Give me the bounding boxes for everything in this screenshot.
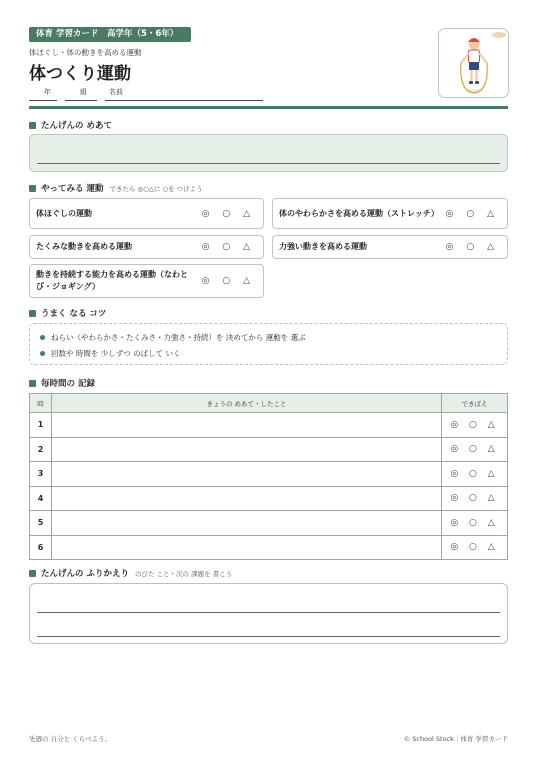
reflection-section-note: のびた こと・次の 課題を 書こう [134,569,233,578]
goal-cell[interactable] [52,462,442,487]
rating-marks[interactable]: ◎ ○ △ [445,208,499,219]
activity-card [29,235,264,259]
goal-cell[interactable] [52,535,442,560]
table-row [30,535,508,560]
year-field[interactable] [29,86,57,101]
bullet-icon [40,351,45,356]
try-section-heading [29,182,203,194]
tips-section-heading [29,307,106,319]
section-marker-icon [29,380,36,387]
record-section-label: 毎時間の 記録 [41,379,95,389]
reflection-writing-line [37,636,500,637]
activity-label: 体のやわらかさを高める運動（ストレッチ） [279,208,439,218]
table-row [30,413,508,438]
reflection-input-box[interactable] [29,583,508,644]
tip-item [40,332,306,343]
record-section-heading [29,377,95,389]
name-field[interactable] [105,86,263,101]
result-marks[interactable]: ◎ ○ △ [442,437,508,462]
lesson-number: 5 [30,511,52,536]
reflection-writing-line [37,612,500,613]
class-field[interactable] [65,86,97,101]
tip-text: 回数や 時間を 少しずつ のばして いく [51,349,181,358]
rating-marks[interactable]: ◎ ○ △ [201,242,255,252]
section-marker-icon [29,185,36,192]
rating-marks[interactable]: ◎ ○ △ [201,276,255,286]
tips-section-label: うまく なる コツ [41,309,107,319]
tips-box [29,323,508,365]
name-label: 名前 [109,88,123,96]
reflection-section-label: たんげんの ふりかえり [41,569,129,579]
goal-section-heading [29,119,112,131]
footer-credit: © School Stock｜体育 学習カード [403,735,508,743]
record-table [29,393,508,560]
column-header-goal: きょうの めあて・したこと [52,394,442,413]
section-marker-icon [29,122,36,129]
activity-label: 動きを持続する能力を高める運動（なわとび・ジョギング） [36,270,188,291]
footer-message: 先週の 自分と くらべよう。 [29,735,112,743]
bullet-icon [40,335,45,340]
tip-text: ねらい（やわらかさ・たくみさ・力強さ・持続）を 決めてから 運動を 選ぶ [51,333,306,342]
result-marks[interactable]: ◎ ○ △ [442,511,508,536]
try-section-label: やってみる 運動 [41,184,104,194]
table-header-row [30,394,508,413]
goal-cell[interactable] [52,437,442,462]
section-marker-icon [29,570,36,577]
result-marks[interactable]: ◎ ○ △ [442,462,508,487]
table-row [30,462,508,487]
table-row [30,486,508,511]
activity-label: たくみな動きを高める運動 [36,242,132,251]
activity-card [272,235,508,259]
page-subtitle: 体ほぐし・体の動きを高める運動 [29,48,142,57]
class-label: 組 [80,88,87,96]
reflection-section-heading [29,567,232,579]
lesson-number: 3 [30,462,52,487]
name-fields [29,86,263,101]
rating-marks[interactable]: ◎ ○ △ [201,208,255,219]
lesson-number: 6 [30,535,52,560]
result-marks[interactable]: ◎ ○ △ [442,486,508,511]
try-section-note: できたら ◎○△に ○を つけよう [109,184,203,193]
goal-cell[interactable] [52,511,442,536]
activity-card [29,198,264,229]
page-title: 体つくり運動 [29,64,131,84]
column-header-lesson: 時 [30,394,52,413]
activity-label: 体ほぐしの運動 [36,208,92,218]
rating-marks[interactable]: ◎ ○ △ [445,242,499,252]
lesson-number: 4 [30,486,52,511]
goal-cell[interactable] [52,413,442,438]
result-marks[interactable]: ◎ ○ △ [442,535,508,560]
activity-label: 力強い動きを高める運動 [279,242,367,251]
goal-writing-line [37,163,500,164]
tip-item [40,348,181,359]
goal-cell[interactable] [52,486,442,511]
header-divider [29,106,508,109]
grade-badge: 体育 学習カード 高学年（5・6年） [29,27,191,42]
activity-card [29,264,264,298]
section-marker-icon [29,310,36,317]
activity-card [272,198,508,229]
goal-input-box[interactable] [29,134,508,172]
table-row [30,437,508,462]
lesson-number: 1 [30,413,52,438]
table-row [30,511,508,536]
column-header-result: できばえ [442,394,508,413]
year-label: 年 [44,88,51,96]
jump-rope-child-icon [438,28,509,98]
result-marks[interactable]: ◎ ○ △ [442,413,508,438]
lesson-number: 2 [30,437,52,462]
goal-section-label: たんげんの めあて [41,121,112,131]
